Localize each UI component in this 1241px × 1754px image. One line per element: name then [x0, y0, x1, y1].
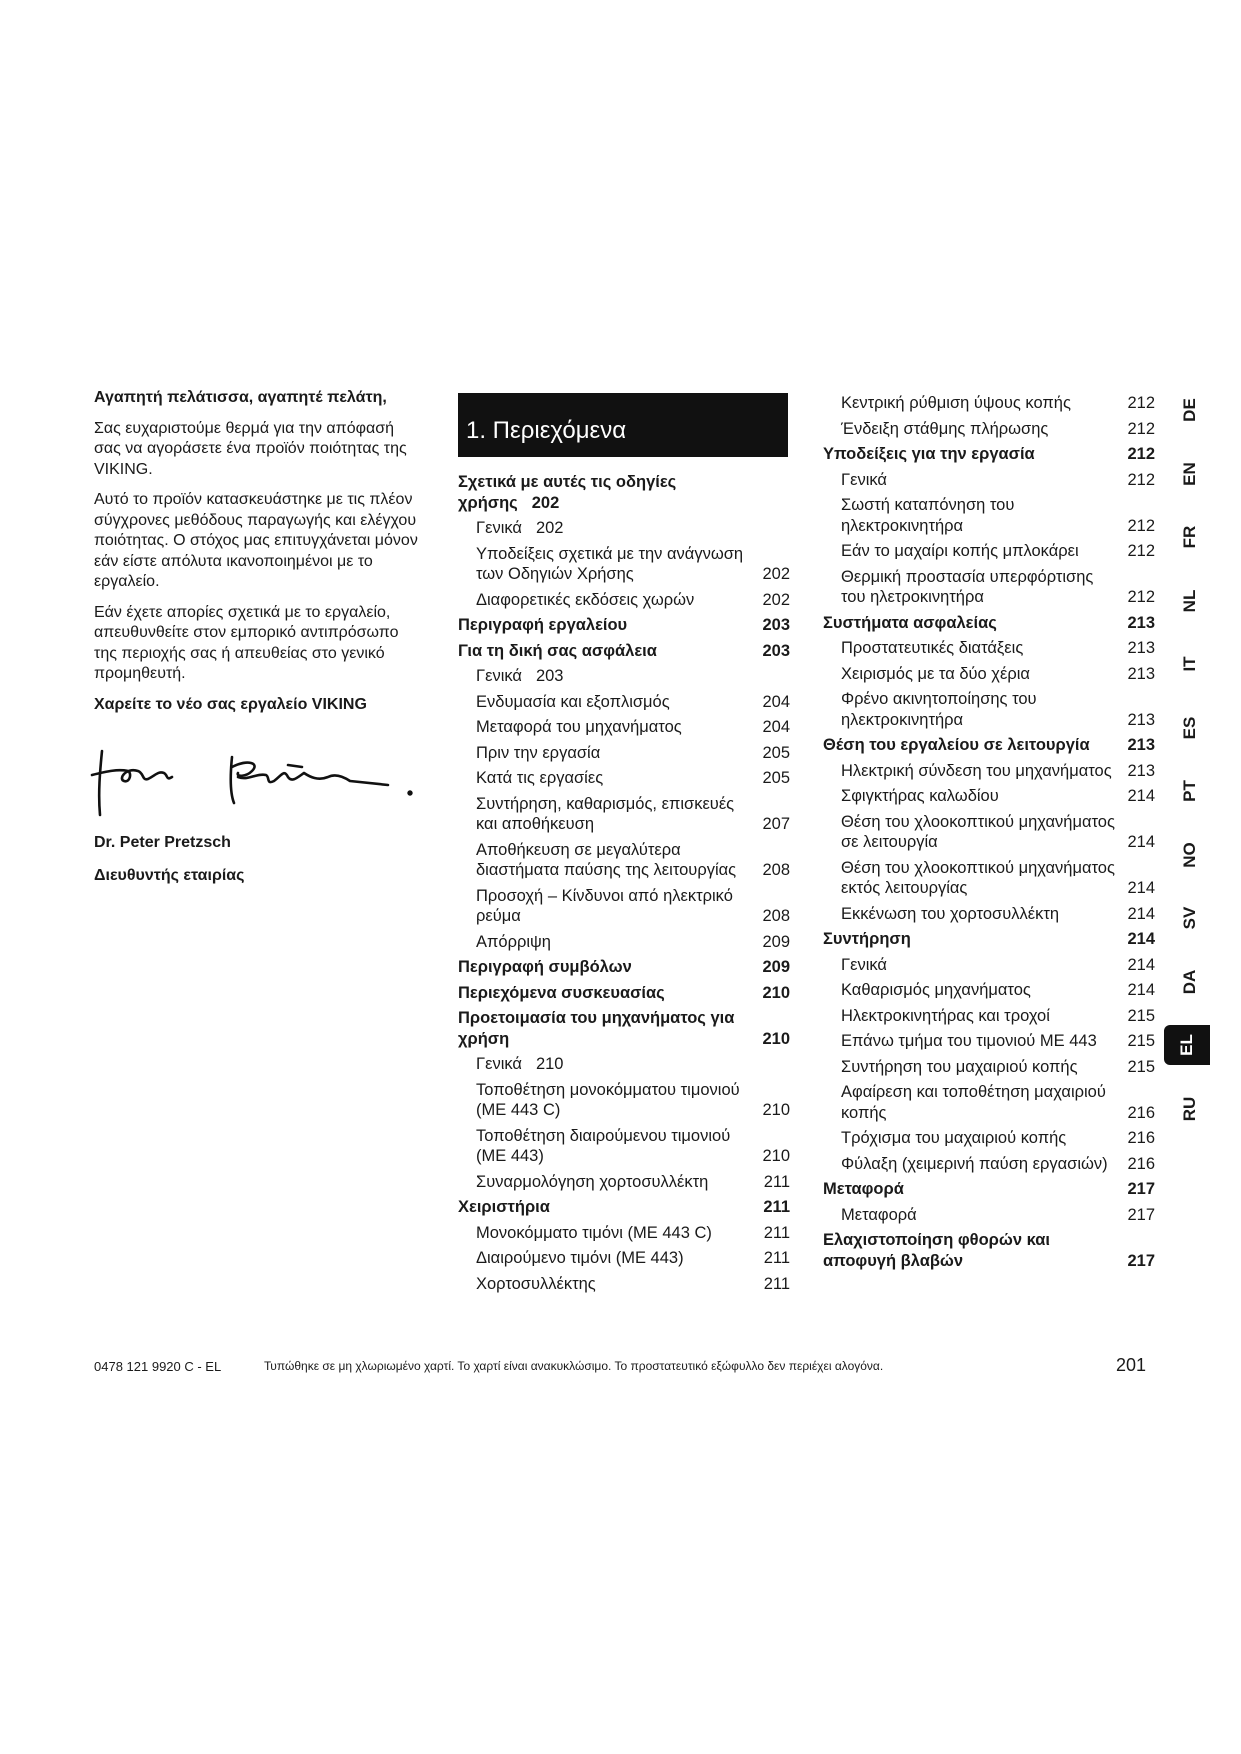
toc-entry-title: Υποδείξεις για την εργασία [823, 445, 1035, 463]
toc-entry-title: Συντήρηση, καθαρισμός, επισκευές και αποθήκευση [476, 794, 735, 833]
signature-image [88, 737, 418, 817]
toc-entry-title: Προσοχή – Κίνδυνοι από ηλεκτρικό ρεύμα [476, 886, 733, 925]
toc-entry [458, 717, 790, 738]
language-code: PT [1180, 780, 1199, 802]
toc-entry-page: 212 [1127, 470, 1155, 489]
toc-entry-title: Χορτοσυλλέκτης [476, 1274, 596, 1293]
toc-entry-title: Συστήματα ασφαλείας [823, 613, 997, 632]
toc-entry-title: Μεταφορά του μηχανήματος [476, 718, 682, 736]
toc-entry-page: 212 [1127, 516, 1155, 535]
toc-entry-title: Γενικά [841, 955, 887, 974]
toc-section [458, 983, 790, 1004]
toc-entry [823, 541, 1155, 562]
greeting: Αγαπητή πελάτισσα, αγαπητέ πελάτη, [94, 389, 387, 406]
language-tab-da [1170, 962, 1210, 1002]
toc-entry [823, 393, 1155, 414]
toc-entry-page: 215 [1127, 1032, 1155, 1050]
toc-entry-page: 205 [762, 743, 790, 762]
toc-entry-page: 204 [762, 718, 790, 736]
toc-entry-title: Απόρριψη [476, 932, 551, 951]
signer-name: Dr. Peter Pretzsch [94, 834, 231, 851]
toc-entry-title: Θέση του χλοοκοπτικού μηχανήματος σε λειτουργία [841, 812, 1115, 851]
toc-entry-title: Προετοιμασία του μηχανήματος για χρήση [458, 1009, 735, 1048]
toc-entry [458, 743, 790, 764]
language-tab-fr [1170, 517, 1210, 557]
page-footer [94, 1355, 1154, 1379]
toc-entry [458, 932, 790, 953]
toc-section [823, 1230, 1155, 1271]
toc-entry-page: 217 [1127, 1251, 1155, 1270]
toc-entry-title: Ένδειξη στάθμης πλήρωσης [841, 419, 1049, 438]
toc-entry [458, 544, 790, 585]
language-tab-de [1170, 390, 1210, 430]
toc-section [458, 1197, 790, 1218]
toc-entry [823, 858, 1155, 899]
toc-entry-page: 213 [1127, 710, 1155, 729]
toc-entry-page: 212 [1127, 588, 1155, 606]
language-tab-en [1170, 454, 1210, 494]
toc-entry [458, 1248, 790, 1269]
language-code: IT [1180, 656, 1199, 672]
language-tab-ru [1170, 1089, 1210, 1129]
welcome-letter [94, 388, 424, 896]
toc-entry-page: 214 [1127, 904, 1155, 923]
toc-entry [458, 794, 790, 835]
toc-entry-page: 207 [762, 815, 790, 833]
toc-entry-page: 211 [763, 1249, 790, 1267]
toc-entry [823, 761, 1155, 782]
toc-section [823, 613, 1155, 634]
toc-entry-title: Πριν την εργασία [476, 743, 601, 762]
toc-entry-title: Σωστή καταπόνηση του ηλεκτροκινητήρα [841, 496, 1015, 535]
language-code: DA [1180, 969, 1199, 995]
language-code: NL [1180, 589, 1199, 613]
toc-entry-title: Περιεχόμενα συσκευασίας [458, 983, 665, 1002]
language-code: EL [1177, 1034, 1196, 1056]
toc-entry [823, 470, 1155, 491]
toc-entry [823, 1205, 1155, 1226]
toc-entry [823, 567, 1155, 608]
toc-entry-title: Χειρισμός με τα δύο χέρια [841, 664, 1030, 683]
toc-entry-title: Γενικά [476, 667, 522, 685]
toc-entry-title: Επάνω τμήμα του τιμονιού ME 443 [841, 1032, 1097, 1050]
language-code: ES [1180, 716, 1199, 740]
toc-entry [823, 689, 1155, 730]
toc-entry-page: 210 [762, 983, 790, 1002]
toc-entry-page: 203 [762, 616, 790, 634]
toc-entry-title: Καθαρισμός μηχανήματος [841, 981, 1031, 999]
toc-entry-title: Μεταφορά [823, 1180, 904, 1198]
toc-entry [823, 955, 1155, 976]
toc-entry-title: Εκκένωση του χορτοσυλλέκτη [841, 904, 1060, 923]
toc-entry [823, 495, 1155, 536]
page-number: 201 [1115, 1355, 1146, 1375]
toc-entry-title: Θέση του χλοοκοπτικού μηχανήματος εκτός λειτουργίας [841, 858, 1115, 897]
toc-entry [458, 1126, 790, 1167]
toc-entry [458, 666, 790, 687]
toc-entry [458, 768, 790, 789]
toc-section [823, 929, 1155, 950]
toc-entry-page: 212 [1127, 419, 1155, 438]
toc-entry-page: 212 [1127, 394, 1155, 412]
toc-entry-page: 216 [1127, 1103, 1155, 1122]
toc-entry-page: 216 [1127, 1129, 1155, 1147]
toc-entry-page: 210 [762, 1147, 790, 1165]
language-tab-el [1164, 1025, 1210, 1065]
toc-entry-title: Υποδείξεις σχετικά με την ανάγνωση των Οδηγιών Χρήσης [476, 544, 744, 583]
toc-entry-page: 214 [1127, 930, 1155, 948]
toc-entry [823, 812, 1155, 853]
language-tab-no [1170, 835, 1210, 875]
toc-entry-page: 217 [1127, 1205, 1155, 1224]
toc-entry-title: Κεντρική ρύθμιση ύψους κοπής [841, 394, 1071, 412]
toc-entry-page: 203 [535, 667, 564, 685]
toc-entry-title: Γενικά [476, 1055, 522, 1073]
toc-entry [458, 692, 790, 713]
toc-entry-page: 211 [763, 1223, 790, 1242]
document-code: 0478 121 9920 C - EL [94, 1359, 222, 1374]
toc-entry-page: 211 [763, 1274, 790, 1293]
toc-entry-page: 202 [762, 565, 790, 583]
toc-entry [823, 638, 1155, 659]
toc-entry-page: 215 [1127, 1006, 1155, 1025]
toc-entry [823, 1006, 1155, 1027]
toc-entry-page: 214 [1127, 981, 1155, 999]
toc-heading-box [458, 393, 788, 457]
toc-entry-page: 211 [763, 1172, 790, 1191]
toc-entry-title: Διαφορετικές εκδόσεις χωρών [476, 590, 695, 609]
toc-entry-page: 202 [531, 493, 560, 512]
letter-paragraph: Αυτό το προϊόν κατασκευάστηκε με τις πλέον σύγχρονες μεθόδους παραγωγής και ελέγχου ποιότητας. Ο στόχος μας επιτυγχάνεται μόνον εάν είστε απόλυτα ικανοποιημένοι με το εργαλείο. [94, 491, 418, 590]
toc-section [458, 615, 790, 636]
toc-section [458, 957, 790, 978]
letter-paragraph: Σας ευχαριστούμε θερμά για την απόφασή σας να αγοράσετε ένα προϊόν ποιότητας της VIKING. [94, 419, 407, 478]
toc-entry-title: Τοποθέτηση διαιρούμενου τιμονιού (ME 443) [476, 1126, 731, 1165]
toc-entry-page: 215 [1127, 1057, 1155, 1076]
signer-title: Διευθυντής εταιρίας [94, 866, 245, 884]
toc-entry-page: 213 [1127, 613, 1155, 632]
toc-entry [458, 590, 790, 611]
language-code: FR [1180, 525, 1199, 549]
toc-entry-title: Για τη δική σας ασφάλεια [458, 641, 657, 660]
toc-entry-title: Φύλαξη (χειμερινή παύση εργασιών) [841, 1154, 1108, 1173]
toc-entry-title: Περιγραφή συμβόλων [458, 958, 632, 976]
toc-section [823, 735, 1155, 756]
toc-entry-page: 202 [762, 590, 790, 609]
toc-entry-title: Συναρμολόγηση χορτοσυλλέκτη [476, 1172, 709, 1191]
toc-heading: 1. Περιεχόμενα [466, 417, 627, 444]
toc-entry-title: Χειριστήρια [458, 1198, 550, 1216]
language-code: DE [1180, 398, 1199, 422]
toc-entry-page: 211 [763, 1198, 790, 1216]
toc-entry [823, 904, 1155, 925]
language-tab-nl [1170, 581, 1210, 621]
toc-entry-page: 202 [535, 519, 564, 537]
toc-entry-title: Κατά τις εργασίες [476, 769, 604, 787]
toc-entry-page: 209 [762, 932, 790, 951]
toc-entry-title: Μεταφορά [841, 1205, 917, 1224]
toc-entry-page: 214 [1127, 787, 1155, 805]
toc-entry-title: Γενικά [841, 470, 887, 489]
toc-entry-title: Τρόχισμα του μαχαιριού κοπής [841, 1129, 1067, 1147]
toc-entry-page: 214 [1127, 879, 1155, 897]
toc-column-left [458, 472, 790, 1299]
language-tab-pt [1170, 771, 1210, 811]
toc-section [458, 472, 790, 513]
toc-entry [458, 840, 790, 881]
toc-entry-title: Τοποθέτηση μονοκόμματου τιμονιού (ME 443 C) [476, 1080, 740, 1119]
toc-entry-title: Περιγραφή εργαλείου [458, 616, 628, 634]
toc-entry [458, 1054, 790, 1075]
toc-entry [458, 1172, 790, 1193]
toc-entry [823, 1128, 1155, 1149]
toc-entry-title: Διαιρούμενο τιμόνι (ME 443) [476, 1249, 684, 1267]
language-tab-it [1170, 644, 1210, 684]
toc-entry-page: 213 [1127, 664, 1155, 683]
toc-entry-page: 214 [1127, 955, 1155, 974]
toc-section [458, 641, 790, 662]
toc-entry-title: Σχετικά με αυτές τις οδηγίες χρήσης [458, 473, 677, 512]
toc-entry-page: 213 [1127, 639, 1155, 657]
toc-entry-title: Ηλεκτροκινητήρας και τροχοί [841, 1006, 1050, 1025]
language-code: SV [1180, 906, 1199, 930]
language-tab-es [1170, 708, 1210, 748]
toc-entry-title: Ηλεκτρική σύνδεση του μηχανήματος [841, 761, 1112, 780]
toc-entry-title: Θερμική προστασία υπερφόρτισης του ηλετροκινητήρα [841, 567, 1094, 606]
language-tabs [1170, 390, 1210, 1150]
toc-entry-title: Ελαχιστοποίηση φθορών και αποφυγή βλαβών [823, 1231, 1050, 1270]
letter-closing: Χαρείτε το νέο σας εργαλείο VIKING [94, 695, 367, 713]
toc-section [458, 1008, 790, 1049]
toc-entry-page: 212 [1127, 542, 1155, 560]
toc-entry-page: 210 [535, 1055, 564, 1073]
toc-entry-page: 203 [762, 641, 790, 660]
toc-entry-title: Προστατευτικές διατάξεις [841, 639, 1024, 657]
language-code: NO [1180, 842, 1199, 868]
toc-entry-title: Αποθήκευση σε μεγαλύτερα διαστήματα παύσης της λειτουργίας [476, 840, 737, 879]
toc-entry-title: Συντήρηση του μαχαιριού κοπής [841, 1057, 1078, 1076]
toc-entry [458, 1223, 790, 1244]
toc-entry-title: Αφαίρεση και τοποθέτηση μαχαιριού κοπής [841, 1083, 1106, 1122]
toc-entry-title: Εάν το μαχαίρι κοπής μπλοκάρει [841, 542, 1079, 560]
toc-entry-page: 214 [1127, 833, 1155, 851]
toc-entry [823, 664, 1155, 685]
toc-entry-title: Φρένο ακινητοποίησης του ηλεκτροκινητήρα [841, 690, 1037, 729]
letter-paragraph: Εάν έχετε απορίες σχετικά με το εργαλείο, απευθυνθείτε στον εμπορικό αντιπρόσωπο της περιοχής σας ή απευθείας στο γενικό προμηθευτή. [94, 603, 399, 682]
toc-entry [458, 1274, 790, 1295]
toc-entry-page: 213 [1127, 761, 1155, 780]
toc-entry-page: 205 [762, 769, 790, 787]
language-code: RU [1180, 1096, 1199, 1122]
toc-entry-page: 204 [762, 692, 790, 711]
toc-entry-page: 212 [1127, 445, 1155, 463]
toc-entry [458, 518, 790, 539]
toc-section [823, 1179, 1155, 1200]
toc-entry-title: Συντήρηση [823, 930, 911, 948]
toc-column-right [823, 393, 1155, 1276]
toc-section [823, 444, 1155, 465]
toc-entry [823, 419, 1155, 440]
toc-entry [458, 1080, 790, 1121]
language-code: EN [1180, 462, 1199, 486]
toc-entry [823, 980, 1155, 1001]
toc-entry-page: 210 [762, 1101, 790, 1119]
toc-entry [823, 1031, 1155, 1052]
toc-entry-title: Μονοκόμματο τιμόνι (ME 443 C) [476, 1223, 712, 1242]
toc-entry [458, 886, 790, 927]
toc-entry [823, 1154, 1155, 1175]
toc-entry [823, 786, 1155, 807]
toc-entry-title: Θέση του εργαλείου σε λειτουργία [823, 736, 1090, 754]
paper-note: Τυπώθηκε σε μη χλωριωμένο χαρτί. Το χαρτί είναι ανακυκλώσιμο. Το προστατευτικό εξώφυλλο δεν περιέχει αλογόνα. [264, 1359, 884, 1373]
toc-entry-page: 209 [762, 958, 790, 976]
toc-entry [823, 1057, 1155, 1078]
toc-entry-title: Γενικά [476, 519, 522, 537]
toc-entry-title: Σφιγκτήρας καλωδίου [841, 787, 999, 805]
toc-entry-page: 217 [1127, 1180, 1155, 1198]
toc-entry-page: 208 [762, 861, 790, 879]
toc-entry-page: 208 [762, 907, 790, 925]
toc-entry-page: 213 [1127, 736, 1155, 754]
toc-entry-page: 216 [1127, 1154, 1155, 1173]
language-tab-sv [1170, 898, 1210, 938]
toc-entry-title: Ενδυμασία και εξοπλισμός [476, 692, 670, 711]
toc-entry [823, 1082, 1155, 1123]
toc-entry-page: 210 [762, 1029, 790, 1048]
